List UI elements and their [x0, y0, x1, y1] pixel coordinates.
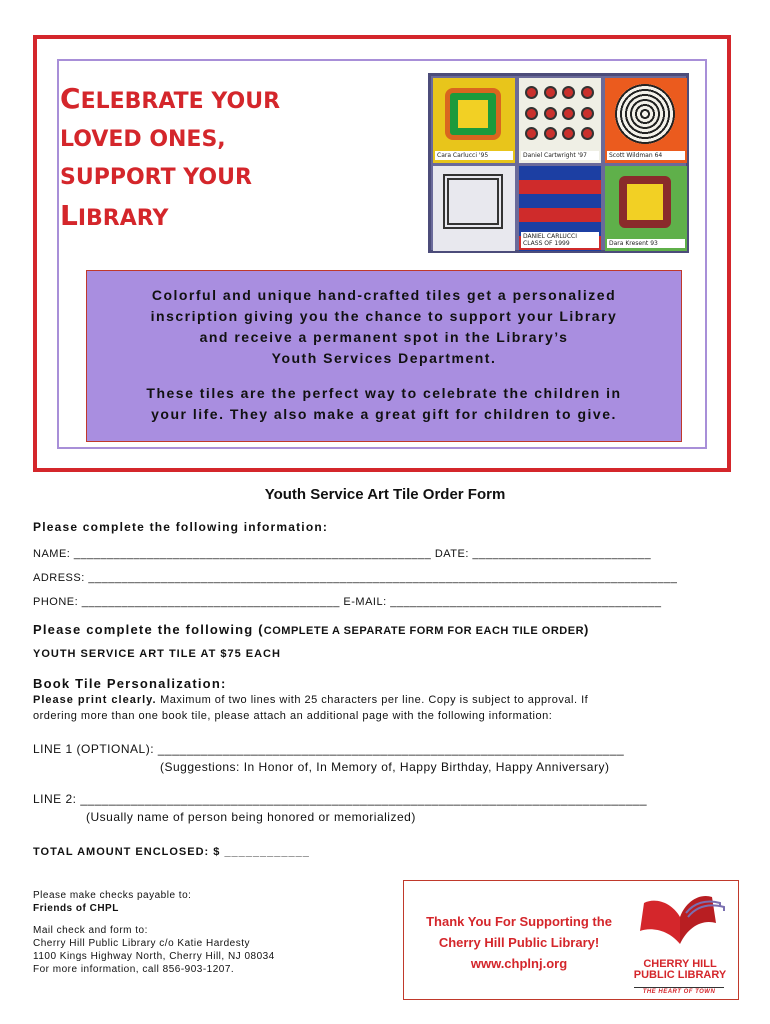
line1-field[interactable]: _________________________________________________________________	[157, 742, 625, 756]
line2-hint: (Usually name of person being honored or memorialized)	[86, 810, 416, 824]
thank-you-text: Thank You For Supporting the Cherry Hill Public Library! www.chplnj.org	[412, 911, 626, 974]
mail-to: Mail check and form to:	[33, 925, 148, 936]
description-text: and receive a permanent spot in the Library’s	[199, 329, 569, 345]
headline-line-3: SUPPORT YOUR	[60, 165, 252, 190]
instructions-line-1: Please print clearly. Maximum of two lines with 25 characters per line. Copy is subject to approval. If	[33, 694, 589, 706]
open-book-icon	[628, 889, 732, 959]
line2-field[interactable]: _______________________________________________________________________________	[80, 792, 648, 806]
logo-name: CHERRY HILL PUBLIC LIBRARY	[633, 958, 727, 981]
total-field[interactable]: ____________	[224, 846, 310, 858]
tile-frame	[433, 166, 515, 251]
email-field[interactable]: _________________________________________	[390, 596, 662, 608]
checks-payable: Please make checks payable to:	[33, 890, 192, 901]
instructions-line-2: ordering more than one book tile, please attach an additional page with the following information:	[33, 710, 553, 722]
name-label: NAME:	[33, 548, 71, 560]
form-title: Youth Service Art Tile Order Form	[264, 486, 506, 503]
headline-line-2: LOVED ONES,	[60, 127, 226, 152]
headline	[60, 80, 390, 238]
headline-line-4: LIBRARY	[60, 199, 169, 232]
phone-label: PHONE:	[33, 596, 79, 608]
phone-field[interactable]: _______________________________________	[81, 596, 340, 608]
date-label: DATE:	[434, 548, 469, 560]
headline-line-1: CELEBRATE YOUR	[60, 82, 281, 115]
phone-email-row	[33, 596, 662, 608]
price-line: YOUTH SERVICE ART TILE AT $75 EACH	[33, 648, 281, 660]
tile-spiral: Scott Wildman 64	[605, 78, 687, 163]
description-text: Colorful and unique hand-crafted tiles get a personalized	[151, 287, 617, 303]
tile-red-dots: Daniel Cartwright '97	[519, 78, 601, 163]
payee: Friends of CHPL	[33, 903, 119, 914]
total-row	[33, 846, 310, 858]
tile-green-square: Dara Kresent 93	[605, 166, 687, 251]
description-box	[86, 270, 682, 442]
mail-address-2: 1100 Kings Highway North, Cherry Hill, NJ 08034	[33, 951, 275, 962]
library-logo	[628, 889, 732, 993]
line2-row	[33, 792, 647, 806]
line2-label: LINE 2:	[33, 792, 77, 806]
date-field[interactable]: ___________________________	[472, 548, 652, 560]
address-field[interactable]: _________________________________________________________________________________________	[88, 572, 678, 584]
name-field[interactable]: ______________________________________________________	[73, 548, 432, 560]
logo-tagline: THE HEART OF TOWN	[634, 987, 724, 995]
art-tiles-photo	[428, 73, 689, 253]
address-row	[33, 572, 677, 584]
personalization-title: Book Tile Personalization:	[33, 676, 227, 691]
complete-heading: Please complete the following (COMPLETE A SEPARATE FORM FOR EACH TILE ORDER)	[33, 622, 590, 637]
info-phone: For more information, call 856-903-1207.	[33, 964, 235, 975]
website-link[interactable]: www.chplnj.org	[470, 956, 568, 971]
form-intro: Please complete the following information:	[33, 520, 329, 534]
tile-yellow-square: Cara Carlucci '95	[433, 78, 515, 163]
line1-row	[33, 742, 624, 756]
thank-you-box	[403, 880, 739, 1000]
total-label: TOTAL AMOUNT ENCLOSED: $	[33, 846, 221, 858]
description-text: These tiles are the perfect way to celebrate the children in	[146, 385, 622, 401]
description-text: Youth Services Department.	[271, 350, 497, 366]
description-text: inscription giving you the chance to support your Library	[150, 308, 618, 324]
line1-label: LINE 1 (OPTIONAL):	[33, 742, 155, 756]
email-label: E-MAIL:	[343, 596, 387, 608]
tile-stripes: DANIEL CARLUCCI CLASS OF 1999	[519, 166, 601, 251]
address-label: ADRESS:	[33, 572, 85, 584]
line1-hint: (Suggestions: In Honor of, In Memory of, Happy Birthday, Happy Anniversary)	[160, 760, 610, 774]
name-row	[33, 548, 651, 560]
mail-address-1: Cherry Hill Public Library c/o Katie Hardesty	[33, 938, 251, 949]
description-text: your life. They also make a great gift for children to give.	[151, 406, 617, 422]
